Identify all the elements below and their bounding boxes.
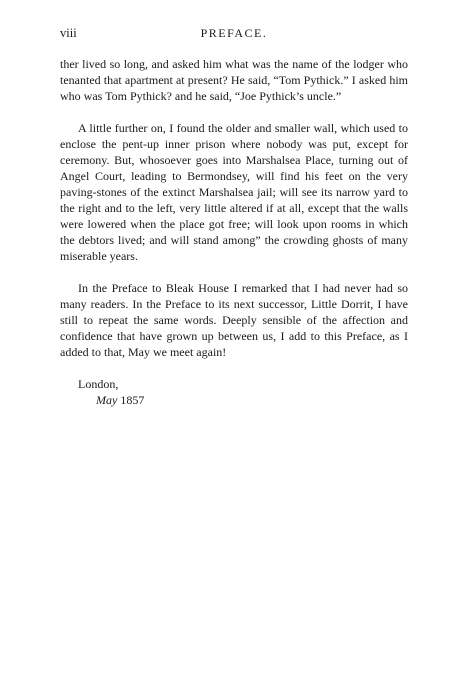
running-head <box>60 26 408 44</box>
book-page <box>60 26 408 408</box>
page-number: viii <box>60 26 77 40</box>
signoff-year: 1857 <box>117 393 145 407</box>
signoff-place: London, <box>78 377 119 391</box>
signoff-month: May <box>96 393 118 407</box>
signoff-date <box>60 392 408 408</box>
paragraph-closing: In the Preface to Bleak House I remarked that I had never had so many readers. In the Preface to its next successor, Little Dorrit, I have still to repeat the same words. Deeply sensible of the affection and confidence that have grown up between us, I add to this Preface, as I added to that, May we meet again! <box>60 281 408 359</box>
paragraph-continuation: ther lived so long, and asked him what was the name of the lodger who tenanted that apartment at present? He said, “Tom Pythick.” I asked him who was Tom Pythick? and he said, “Joe Pythick’s uncle.” <box>60 57 408 103</box>
paragraph-marshalsea: A little further on, I found the older and smaller wall, which used to enclose the pent-up inner prison where nobody was put, except for ceremony. But, whosoever goes into Marshalsea Place, turning out of Angel Court, leading to Bermondsey, will find his feet on the very paving-stones of the extinct Marshalsea jail; will see its narrow yard to the right and to the left, very little altered if at all, except that the walls were lowered when the place got free; will look upon rooms in which the debtors lived; and will stand among” the crowding ghosts of many miserable years. <box>60 121 408 263</box>
signoff <box>60 376 408 408</box>
running-title: PREFACE. <box>200 26 268 40</box>
